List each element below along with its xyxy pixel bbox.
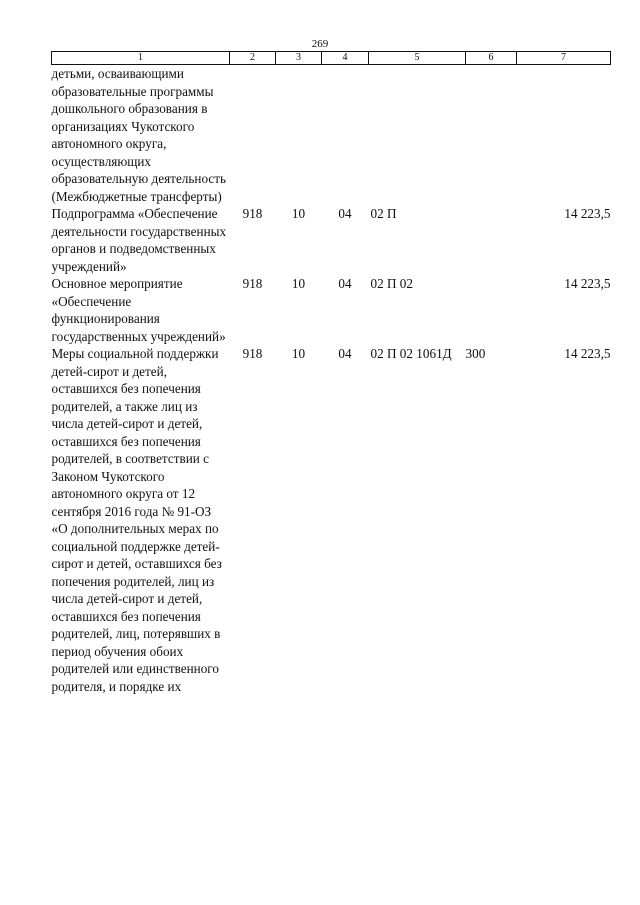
column-header-2: 2 — [230, 52, 276, 65]
row-subsection: 04 — [338, 206, 352, 221]
row-name: Меры социальной поддержки детей-сирот и детей, оставшихся без попечения родителей, а также лиц из числа детей-сирот и детей, оставшихся без попечения родителей, в соответствии с Законом Чукотского автономного округа от 12 сентября 2016 года № 91-ОЗ «О дополнительных мерах по социальной поддержке детей-сирот и детей, оставшихся без попечения родителей, лиц из числа детей-сирот и детей, оставшихся без попечения родителей, лиц, потерявших в период обучения обоих родителей или единственного родителя, и порядке их — [51, 346, 222, 694]
row-section: 10 — [291, 276, 306, 291]
row-name: Основное мероприятие «Обеспечение функционирования государственных учреждений» — [51, 276, 226, 344]
row-name: Подпрограмма «Обеспечение деятельности государственных органов и подведомственных учреждений» — [51, 206, 227, 274]
row-expense-type — [466, 205, 517, 275]
row-target-code: 02 П 02 1061Д — [370, 346, 452, 361]
table-row — [52, 205, 611, 275]
row-amount: 14 223,5 — [564, 346, 611, 361]
table-row — [52, 345, 611, 695]
row-section — [276, 65, 322, 206]
table-row — [52, 65, 611, 206]
row-section: 10 — [291, 346, 306, 361]
row-amount: 14 223,5 — [564, 206, 611, 221]
row-subsection — [322, 65, 369, 206]
row-amount — [517, 65, 611, 206]
column-header-6: 6 — [466, 52, 517, 65]
column-header-4: 4 — [322, 52, 369, 65]
budget-table — [51, 51, 611, 695]
row-subsection: 04 — [338, 276, 352, 291]
table-header — [52, 52, 611, 65]
column-header-7: 7 — [517, 52, 611, 65]
row-amount: 14 223,5 — [564, 276, 611, 291]
row-name: детьми, осваивающими образовательные программы дошкольного образования в организациях Чукотского автономного округа, осуществляющих образовательную деятельность (Межбюджетные трансферты) — [51, 66, 227, 204]
row-grbs — [230, 65, 276, 206]
header-row — [52, 52, 611, 65]
row-expense-type — [466, 65, 517, 206]
column-header-3: 3 — [276, 52, 322, 65]
row-target-code: 02 П 02 — [370, 276, 413, 291]
column-header-1: 1 — [52, 52, 230, 65]
row-subsection: 04 — [338, 346, 352, 361]
row-target-code: 02 П — [370, 206, 397, 221]
column-header-5: 5 — [369, 52, 466, 65]
row-grbs: 918 — [242, 346, 263, 361]
row-target-code — [369, 65, 466, 206]
row-expense-type — [466, 275, 517, 345]
row-expense-type: 300 — [465, 346, 486, 361]
row-section: 10 — [291, 206, 306, 221]
table-body — [52, 65, 611, 696]
row-grbs: 918 — [242, 206, 263, 221]
table-row — [52, 275, 611, 345]
page-number: 269 — [311, 38, 329, 50]
row-grbs: 918 — [242, 276, 263, 291]
